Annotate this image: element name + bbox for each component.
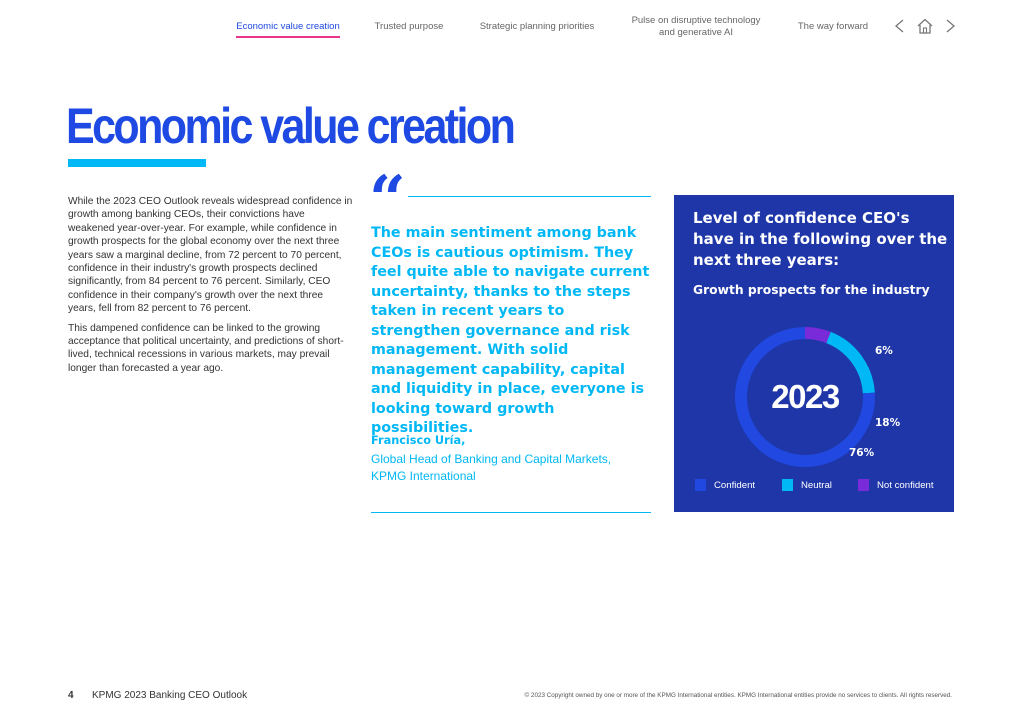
nav-economic-value-creation[interactable]: Economic value creation	[236, 21, 340, 32]
nav-disruptive-technology-line1: Pulse on disruptive technology	[631, 15, 761, 26]
slice-not-confident	[805, 333, 829, 337]
quote-author: Francisco Uría,	[371, 434, 466, 447]
intro-paragraph-1: While the 2023 CEO Outlook reveals widespread confidence in growth among banking CEOs, their convictions have weakened year-over-year. For example, while confidence in growth prospects for the global economy over the next three years saw a marginal decline, from 72 percent to 70 percent, confidence in their industry's growth prospects declined significantly, from 84 percent to 76 percent. Similarly, CEO confidence in their company's growth over the next three years, fell from 82 percent to 76 percent.	[68, 196, 353, 315]
intro-text	[68, 195, 353, 381]
legend-label-confident: Confident	[714, 480, 756, 491]
footer-publication-title: KPMG 2023 Banking CEO Outlook	[92, 690, 248, 701]
slice-label-not-confident: 6%	[875, 345, 893, 357]
slice-label-neutral: 18%	[875, 417, 901, 429]
legend-label-neutral: Neutral	[801, 480, 832, 491]
legend-swatch-neutral	[782, 479, 793, 491]
donut-center-label: 2023	[771, 378, 839, 415]
confidence-infobox	[674, 195, 954, 512]
nav-the-way-forward[interactable]: The way forward	[797, 21, 869, 32]
nav-disruptive-technology-line2: and generative AI	[659, 27, 733, 38]
footer-copyright: © 2023 Copyright owned by one or more of the KPMG International entities. KPMG International entities provide no services to clients. All rights reserved.	[524, 692, 952, 699]
intro-paragraph-2: This dampened confidence can be linked to the growing acceptance that political uncertainty, and predictions of short-lived, technical recessions in various markets, may prevail longer than forecasted a year ago.	[68, 322, 344, 374]
quote-divider-bottom	[371, 512, 651, 513]
top-navigation	[0, 0, 1024, 50]
quote-author-role: Global Head of Banking and Capital Markets, KPMG International	[371, 452, 612, 483]
quote-mark-icon: “	[369, 162, 406, 237]
page-title: Economic value creation	[66, 98, 514, 154]
chevron-left-icon[interactable]	[891, 17, 909, 35]
infobox-subtitle: Growth prospects for the industry	[693, 283, 930, 297]
pull-quote: The main sentiment among bank CEOs is cautious optimism. They feel quite able to navigate current uncertainty, thanks to the steps taken in recent years to strengthen governance and risk management. With solid management capability, capital and liquidity in place, everyone is looking toward growth possibilities.	[371, 225, 650, 436]
nav-disruptive-technology[interactable]	[626, 15, 766, 39]
nav-trusted-purpose[interactable]: Trusted purpose	[374, 21, 444, 32]
legend-confident	[695, 479, 755, 493]
legend-swatch-not-confident	[858, 479, 869, 491]
chevron-right-icon[interactable]	[941, 17, 959, 35]
legend-swatch-confident	[695, 479, 706, 491]
title-accent-bar	[68, 159, 206, 167]
page-number: 4	[68, 690, 74, 701]
legend-not-confident	[858, 479, 934, 493]
slice-label-confident: 76%	[849, 447, 875, 459]
legend-neutral	[782, 479, 832, 493]
legend-label-not-confident: Not confident	[877, 480, 934, 491]
nav-active-underline	[236, 36, 340, 38]
home-icon[interactable]	[916, 17, 934, 35]
quote-divider-top	[408, 196, 651, 197]
nav-strategic-planning-priorities[interactable]: Strategic planning priorities	[479, 21, 595, 32]
infobox-title: Level of confidence CEO's have in the following over the next three years:	[693, 209, 948, 269]
